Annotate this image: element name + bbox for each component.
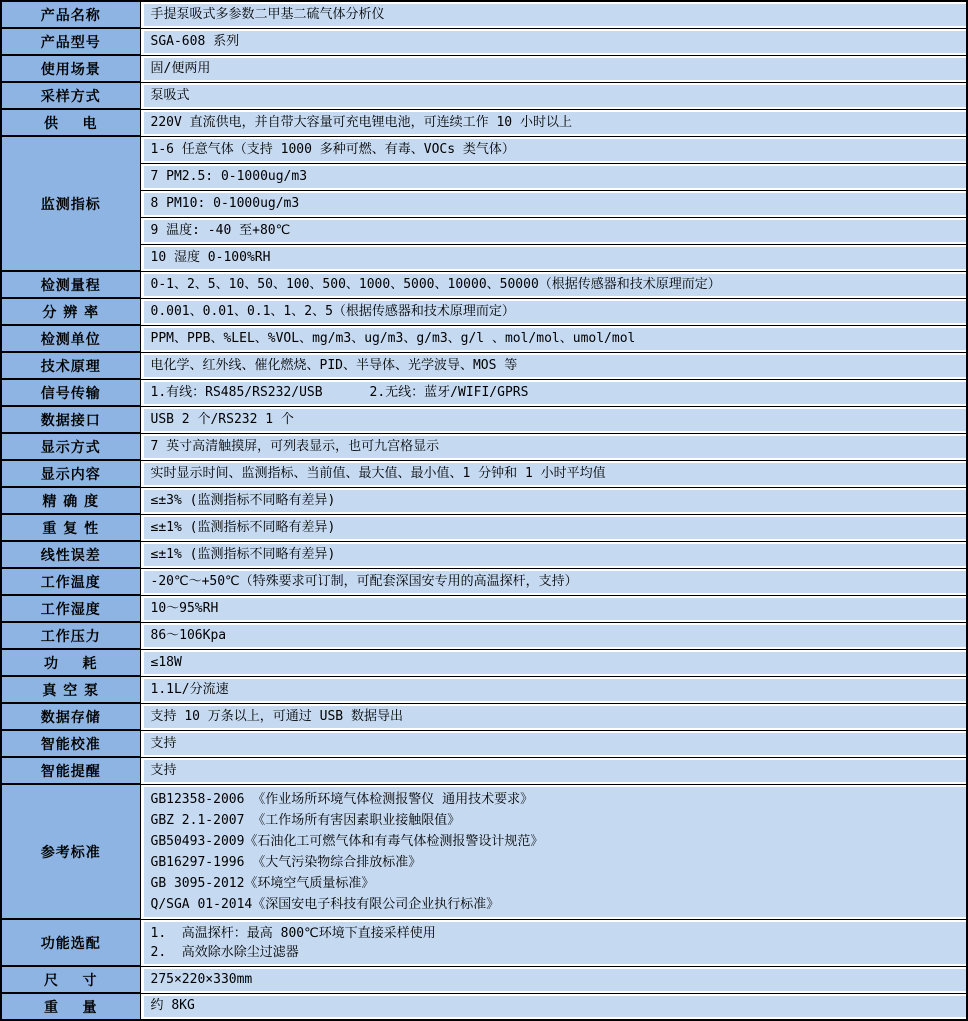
table-row [1, 595, 967, 622]
spec-label: 精 确 度 [1, 487, 140, 514]
spec-label: 真 空 泵 [1, 676, 140, 703]
table-row [1, 82, 967, 109]
table-row [1, 109, 967, 136]
spec-label: 工作压力 [1, 622, 140, 649]
spec-value-line: GB12358-2006 《作业场所环境气体检测报警仪 通用技术要求》 [150, 791, 534, 807]
spec-value: PPM、PPB、%LEL、%VOL、mg/m3、ug/m3、g/m3、g/l 、mol/mol、umol/mol [140, 325, 967, 352]
spec-value: 手提泵吸式多参数二甲基二硫气体分析仪 [140, 1, 967, 28]
spec-label: 显示方式 [1, 433, 140, 460]
table-row [1, 217, 967, 244]
spec-value: 固/便两用 [140, 55, 967, 82]
spec-value: 7 英寸高清触摸屏，可列表显示，也可九宫格显示 [140, 433, 967, 460]
spec-value-line: 1. 高温探杆：最高 800℃环境下直接采样使用 [150, 925, 436, 941]
spec-value: ≤±1% (监测指标不同略有差异) [140, 514, 967, 541]
table-row [1, 244, 967, 271]
table-row [1, 379, 967, 406]
table-row [1, 919, 967, 966]
spec-value [140, 919, 967, 966]
spec-value: 10 湿度 0-100%RH [140, 244, 967, 271]
spec-value: ≤±3% (监测指标不同略有差异) [140, 487, 967, 514]
table-row [1, 487, 967, 514]
spec-label: 监测指标 [1, 136, 140, 271]
spec-value: 0-1、2、5、10、50、100、500、1000、5000、10000、50000（根据传感器和技术原理而定） [140, 271, 967, 298]
table-row [1, 325, 967, 352]
spec-value: SGA-608 系列 [140, 28, 967, 55]
spec-label: 使用场景 [1, 55, 140, 82]
table-row [1, 568, 967, 595]
spec-value: 275×220×330mm [140, 966, 967, 993]
spec-value-line: GB16297-1996 《大气污染物综合排放标准》 [150, 854, 422, 870]
spec-value: 1-6 任意气体（支持 1000 多种可燃、有毒、VOCs 类气体） [140, 136, 967, 163]
spec-label: 尺 寸 [1, 966, 140, 993]
table-row [1, 163, 967, 190]
table-row [1, 966, 967, 993]
spec-label: 线性误差 [1, 541, 140, 568]
spec-label: 工作温度 [1, 568, 140, 595]
table-row [1, 703, 967, 730]
table-row [1, 352, 967, 379]
spec-value-line: Q/SGA 01-2014《深国安电子科技有限公司企业执行标准》 [150, 896, 500, 912]
spec-label: 检测单位 [1, 325, 140, 352]
spec-label: 分 辨 率 [1, 298, 140, 325]
spec-value-line: GB 3095-2012《环境空气质量标准》 [150, 875, 375, 891]
spec-value: 0.001、0.01、0.1、1、2、5（根据传感器和技术原理而定） [140, 298, 967, 325]
spec-value: 实时显示时间、监测指标、当前值、最大值、最小值、1 分钟和 1 小时平均值 [140, 460, 967, 487]
spec-label: 功能选配 [1, 919, 140, 966]
table-row [1, 460, 967, 487]
spec-label: 采样方式 [1, 82, 140, 109]
spec-table-body [1, 1, 967, 1020]
spec-label: 产品型号 [1, 28, 140, 55]
table-row [1, 757, 967, 784]
spec-value: 支持 10 万条以上，可通过 USB 数据导出 [140, 703, 967, 730]
spec-value: 8 PM10: 0-1000ug/m3 [140, 190, 967, 217]
spec-value: 1.有线：RS485/RS232/USB 2.无线：蓝牙/WIFI/GPRS [140, 379, 967, 406]
spec-label: 功 耗 [1, 649, 140, 676]
spec-label: 技术原理 [1, 352, 140, 379]
spec-label: 数据存储 [1, 703, 140, 730]
table-row [1, 406, 967, 433]
spec-label: 智能校准 [1, 730, 140, 757]
table-row [1, 784, 967, 919]
table-row [1, 55, 967, 82]
spec-label: 检测量程 [1, 271, 140, 298]
spec-value: 约 8KG [140, 993, 967, 1020]
table-row [1, 676, 967, 703]
spec-value: -20℃～+50℃（特殊要求可订制，可配套深国安专用的高温探杆，支持） [140, 568, 967, 595]
spec-label: 显示内容 [1, 460, 140, 487]
spec-label: 参考标准 [1, 784, 140, 919]
spec-value: 7 PM2.5: 0-1000ug/m3 [140, 163, 967, 190]
table-row [1, 993, 967, 1020]
table-row [1, 433, 967, 460]
spec-value [140, 784, 967, 919]
spec-value-line: GBZ 2.1-2007 《工作场所有害因素职业接触限值》 [150, 812, 461, 828]
spec-label: 重 复 性 [1, 514, 140, 541]
spec-value: 支持 [140, 757, 967, 784]
table-row [1, 1, 967, 28]
table-row [1, 730, 967, 757]
table-row [1, 190, 967, 217]
table-row [1, 541, 967, 568]
spec-label: 供 电 [1, 109, 140, 136]
table-row [1, 649, 967, 676]
table-row [1, 514, 967, 541]
spec-value-line: 2. 高效除水除尘过滤器 [150, 944, 299, 960]
spec-value: ≤±1% (监测指标不同略有差异) [140, 541, 967, 568]
table-row [1, 28, 967, 55]
table-row [1, 622, 967, 649]
spec-label: 信号传输 [1, 379, 140, 406]
spec-label: 数据接口 [1, 406, 140, 433]
spec-value: 支持 [140, 730, 967, 757]
spec-value: 泵吸式 [140, 82, 967, 109]
spec-value: 电化学、红外线、催化燃烧、PID、半导体、光学波导、MOS 等 [140, 352, 967, 379]
spec-label: 智能提醒 [1, 757, 140, 784]
spec-value: 220V 直流供电，并自带大容量可充电锂电池，可连续工作 10 小时以上 [140, 109, 967, 136]
spec-label: 重 量 [1, 993, 140, 1020]
spec-value: ≤18W [140, 649, 967, 676]
table-row [1, 136, 967, 163]
spec-value: 86～106Kpa [140, 622, 967, 649]
table-row [1, 298, 967, 325]
spec-value: 1.1L/分流速 [140, 676, 967, 703]
spec-value-line: GB50493-2009《石油化工可燃气体和有毒气体检测报警设计规范》 [150, 833, 544, 849]
spec-label: 产品名称 [1, 1, 140, 28]
table-row [1, 271, 967, 298]
spec-value: USB 2 个/RS232 1 个 [140, 406, 967, 433]
spec-value: 9 温度: -40 至+80℃ [140, 217, 967, 244]
spec-value: 10～95%RH [140, 595, 967, 622]
spec-label: 工作湿度 [1, 595, 140, 622]
